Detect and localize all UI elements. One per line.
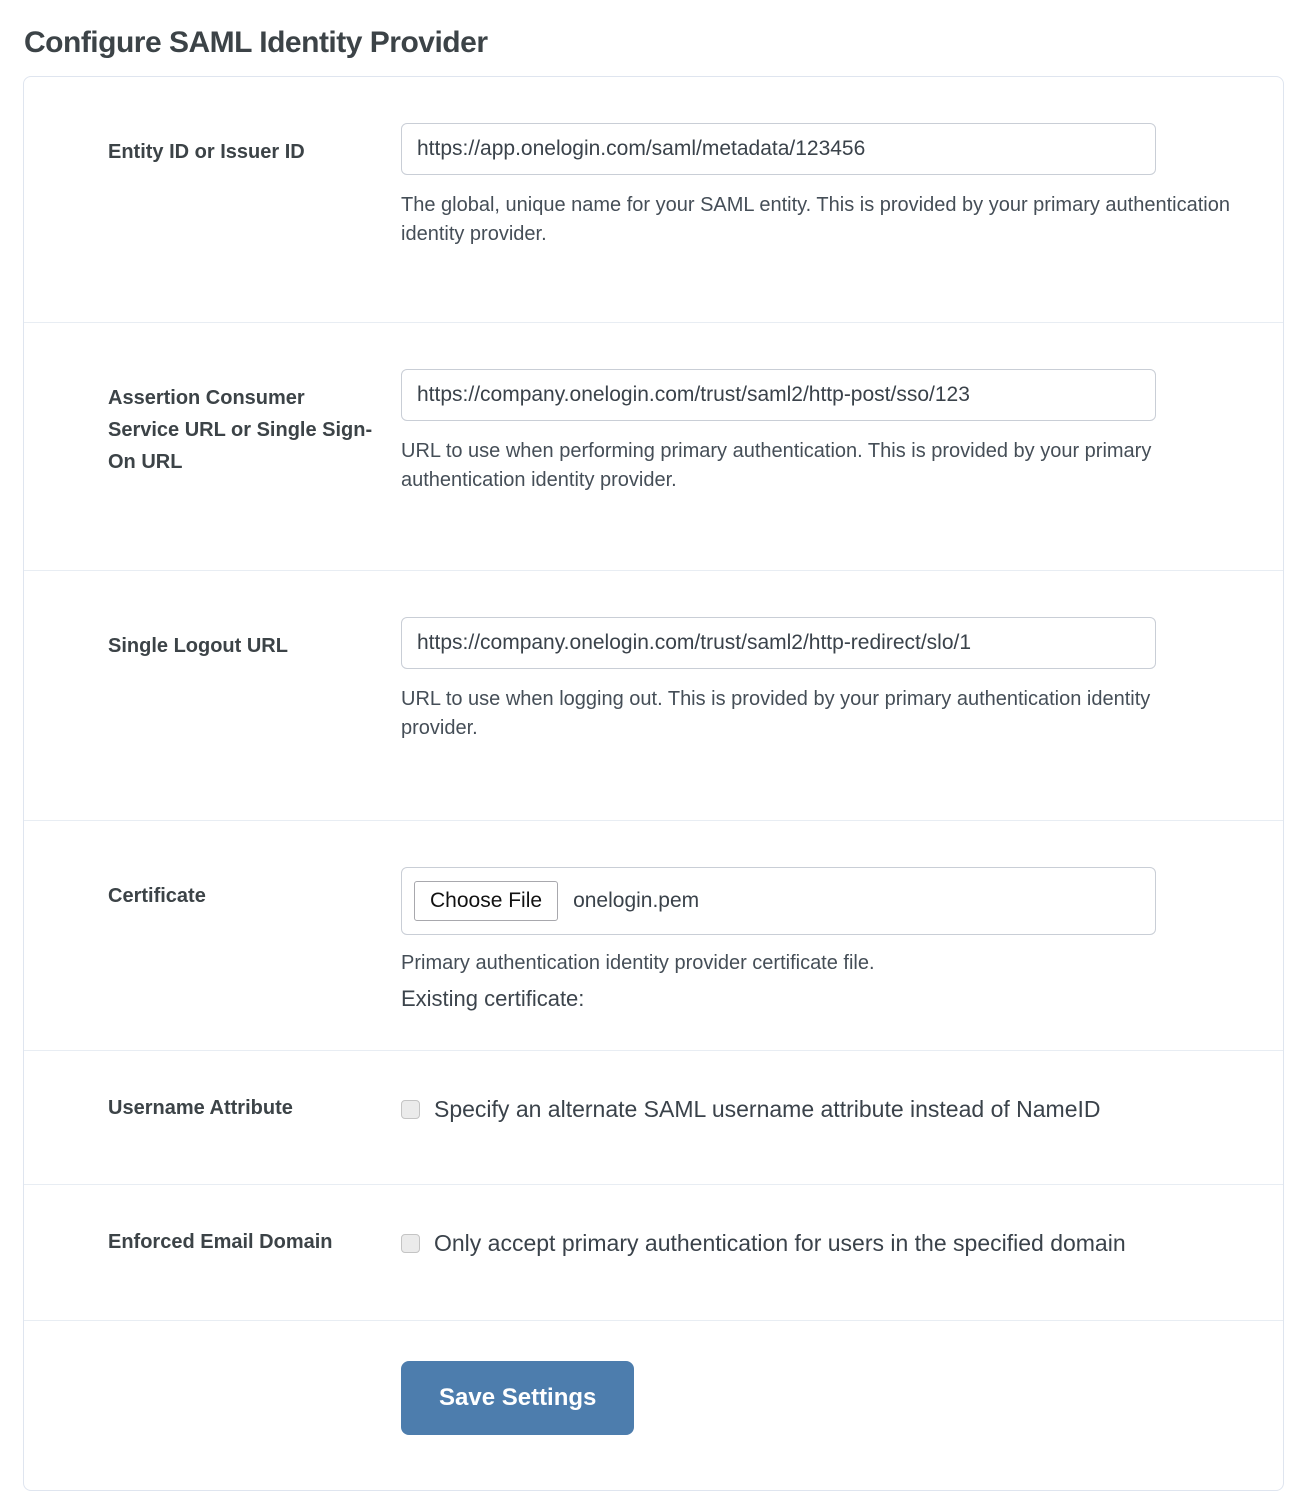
username-attribute-label: Username Attribute xyxy=(108,1097,293,1119)
username-attribute-checkbox[interactable] xyxy=(401,1100,420,1119)
page-title: Configure SAML Identity Provider xyxy=(24,26,488,59)
username-attribute-text: Specify an alternate SAML username attribute instead of NameID xyxy=(434,1096,1101,1122)
field-row-certificate xyxy=(24,820,1283,1050)
field-row-entity-id xyxy=(24,77,1283,322)
save-settings-button[interactable]: Save Settings xyxy=(401,1361,634,1435)
entity-id-help: The global, unique name for your SAML entity. This is provided by your primary authentication identity provider. xyxy=(401,194,1230,245)
field-row-slo-url xyxy=(24,570,1283,820)
field-row-enforced-email-domain xyxy=(24,1184,1283,1320)
slo-url-label: Single Logout URL xyxy=(108,635,288,657)
actions-row xyxy=(24,1320,1283,1490)
enforced-email-domain-checkbox[interactable] xyxy=(401,1234,420,1253)
acs-url-help: URL to use when performing primary authentication. This is provided by your primary authentication identity provider. xyxy=(401,440,1152,491)
slo-url-help: URL to use when logging out. This is provided by your primary authentication identity provider. xyxy=(401,688,1151,739)
field-row-acs-url xyxy=(24,322,1283,570)
slo-url-input[interactable] xyxy=(401,617,1156,669)
certificate-help: Primary authentication identity provider certificate file. xyxy=(401,952,875,974)
acs-url-input[interactable] xyxy=(401,369,1156,421)
entity-id-input[interactable] xyxy=(401,123,1156,175)
acs-url-label: Assertion Consumer Service URL or Single Sign-On URL xyxy=(108,387,373,473)
entity-id-label: Entity ID or Issuer ID xyxy=(108,141,305,163)
certificate-label: Certificate xyxy=(108,885,206,907)
certificate-filename: onelogin.pem xyxy=(573,889,700,912)
enforced-email-domain-text: Only accept primary authentication for users in the specified domain xyxy=(434,1230,1126,1256)
choose-file-button[interactable]: Choose File xyxy=(414,881,558,921)
field-row-username-attribute xyxy=(24,1050,1283,1184)
existing-certificate-label: Existing certificate: xyxy=(401,986,585,1011)
enforced-email-domain-label: Enforced Email Domain xyxy=(108,1231,333,1253)
saml-config-panel xyxy=(23,76,1284,1491)
certificate-file-input[interactable] xyxy=(401,867,1156,935)
